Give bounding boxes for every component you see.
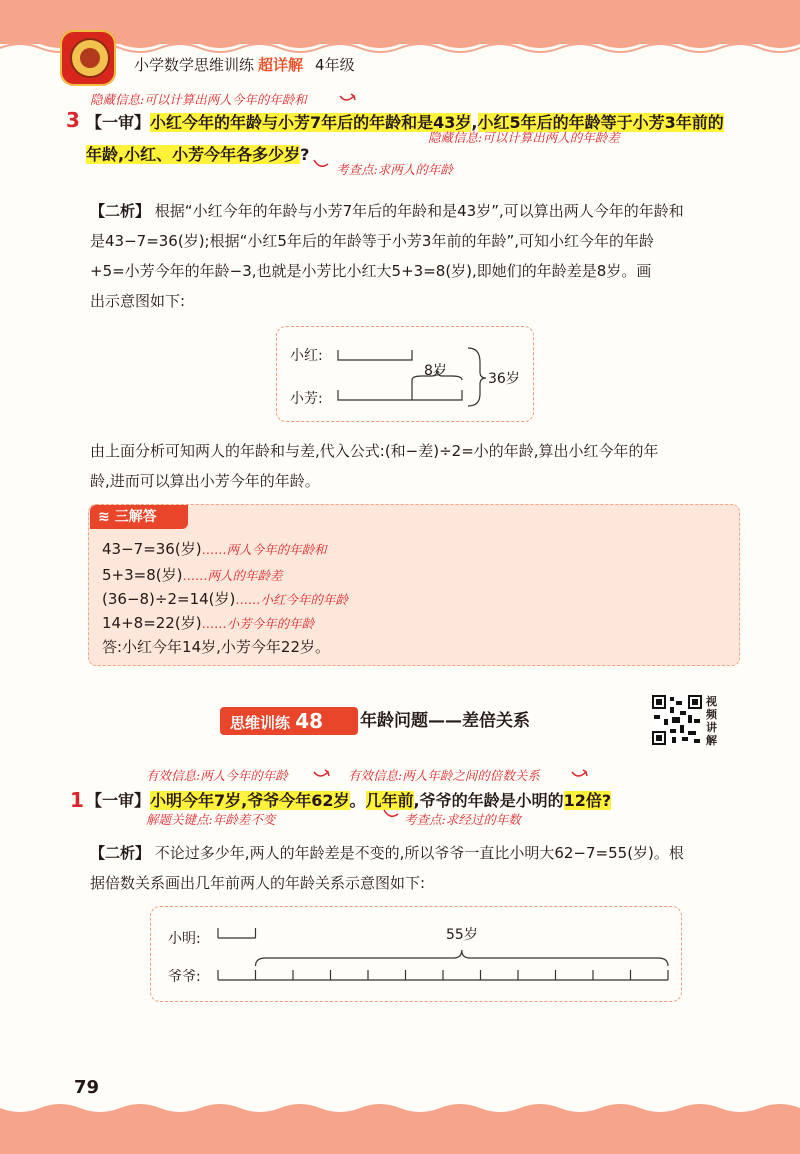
annotation-arrow-icon <box>312 768 332 782</box>
q3-annotation-top: 隐藏信息:可以计算出两人今年的年龄和 <box>90 92 307 107</box>
q3-diagram-label-b: 小芳: <box>290 391 323 407</box>
q1-diagram-diff: 55岁 <box>446 927 478 943</box>
q1-number: 1 <box>70 788 84 812</box>
q3-analysis <box>90 196 684 316</box>
q3-analysis-line: 根据“小红今年的年龄与小芳7年后的年龄和是43岁”,可以算出两人今年的年龄和 <box>154 202 684 220</box>
q3-analysis-line: 出示意图如下: <box>90 292 186 310</box>
answer-expr: 5+3=8(岁) <box>102 566 183 584</box>
section-label: 思维训练 <box>230 714 291 732</box>
wavy-border-top <box>0 36 800 54</box>
q3-analysis-tag: 【二析】 <box>90 202 151 220</box>
q3-analysis-line: 是43−7=36(岁);根据“小红5年后的年龄等于小芳3年前的年龄”,可知小红今年的年龄 <box>90 232 655 250</box>
q3-diagram-label-a: 小红: <box>290 348 323 364</box>
annotation-arrow-icon <box>380 808 402 822</box>
answer-row <box>102 538 327 559</box>
q3-diagram-diff: 8岁 <box>424 363 447 379</box>
q3-number: 3 <box>66 108 80 132</box>
answer-expr: (36−8)÷2=14(岁) <box>102 590 236 608</box>
q1-analysis-line: 据倍数关系画出几年前两人的年龄关系示意图如下: <box>90 874 426 892</box>
section-title: 年龄问题——差倍关系 <box>360 711 530 731</box>
q1-diagram-label-b: 爷爷: <box>168 969 201 985</box>
annotation-arrow-icon <box>338 92 358 106</box>
qr-label: 视频讲解 <box>706 695 717 747</box>
answer-expr: 答:小红今年14岁,小芳今年22岁。 <box>102 638 330 656</box>
answer-note: ……两人今年的年龄和 <box>201 542 327 557</box>
q1-multiple: 12倍? <box>563 791 612 810</box>
q3-question-ask: ,小红、小芳今年各多少岁 <box>118 145 301 164</box>
answer-note: ……两人的年龄差 <box>182 568 283 583</box>
q1-tag: 【一审】 <box>86 791 151 810</box>
q3-annotation-right: 隐藏信息:可以计算出两人的年龄差 <box>428 130 620 145</box>
q1-annotation-top-left: 有效信息:两人今年的年龄 <box>146 768 288 783</box>
qr-code-icon[interactable] <box>652 695 702 745</box>
header-grade: 4年级 <box>315 56 355 74</box>
answer-row <box>102 612 314 633</box>
q1-analysis-tag: 【二析】 <box>90 844 151 862</box>
header-highlight: 超详解 <box>258 56 304 74</box>
answer-note: ……小芳今年的年龄 <box>201 616 315 631</box>
q1-given-ages: 小明今年7岁,爷爷今年62岁 <box>150 791 350 810</box>
q1-ask-years: 几年前 <box>365 791 414 810</box>
section-number: 48 <box>295 709 324 733</box>
q3-analysis-line: +5=小芳今年的年龄−3,也就是小芳比小红大5+3=8(岁),即她们的年龄差是8岁。画 <box>90 262 652 280</box>
answer-row <box>102 564 283 585</box>
q1-annotation-top-right: 有效信息:两人年龄之间的倍数关系 <box>348 768 540 783</box>
bottom-band <box>0 1112 800 1154</box>
q3-relation-end: 年龄 <box>86 145 119 164</box>
q3-comma: , <box>471 113 478 132</box>
q1-analysis-line: 不论过多少年,两人的年龄差是不变的,所以爷爷一直比小明大62−7=55(岁)。根 <box>154 844 684 862</box>
q1-diagram-label-a: 小明: <box>168 931 201 947</box>
header-series: 小学数学思维训练 <box>134 56 255 74</box>
answer-expr: 43−7=36(岁) <box>102 540 202 558</box>
q3-given-sum: 小红今年的年龄与小芳7年后的年龄和是43岁 <box>150 113 472 132</box>
q1-relation-text: ,爷爷的年龄是小明的 <box>413 791 564 810</box>
annotation-arrow-icon <box>570 768 590 782</box>
q1-line-diagram <box>212 914 678 998</box>
q3-conclusion-line: 由上面分析可知两人的年龄和与差,代入公式:(和−差)÷2=小的年龄,算出小红今年的年 <box>90 442 659 460</box>
q3-question-line2 <box>86 142 309 165</box>
q3-answer-tag: ≋ 三解答 <box>90 505 188 529</box>
q1-period: 。 <box>349 791 366 810</box>
q1-annotation-bottom-left: 解题关键点:年龄差不变 <box>146 812 276 827</box>
q3-tag: 【一审】 <box>86 113 151 132</box>
q3-annotation-bottom: 考查点:求两人的年龄 <box>336 162 453 177</box>
section-label-badge <box>220 707 358 735</box>
header <box>134 54 355 75</box>
q1-analysis <box>90 838 684 898</box>
answer-row <box>102 588 348 609</box>
q1-annotation-bottom-right: 考查点:求经过的年数 <box>404 812 521 827</box>
q3-conclusion <box>90 436 659 496</box>
q3-conclusion-line: 龄,进而可以算出小芳今年的年龄。 <box>90 472 320 490</box>
annotation-arrow-icon <box>310 158 332 172</box>
difference-brace <box>256 950 669 966</box>
page-number: 79 <box>74 1077 100 1098</box>
q3-diagram-sum: 36岁 <box>488 371 520 387</box>
answer-row <box>102 636 330 657</box>
q3-question-mark: ? <box>300 145 310 164</box>
q1-question-line <box>86 788 611 811</box>
answer-expr: 14+8=22(岁) <box>102 614 202 632</box>
q3-question-line1 <box>86 110 724 133</box>
answer-note: ……小红今年的年龄 <box>235 592 348 607</box>
q3-given-relation: 小红5年后的年龄等于小芳3年前的 <box>477 113 724 132</box>
book-logo-icon <box>60 30 116 86</box>
